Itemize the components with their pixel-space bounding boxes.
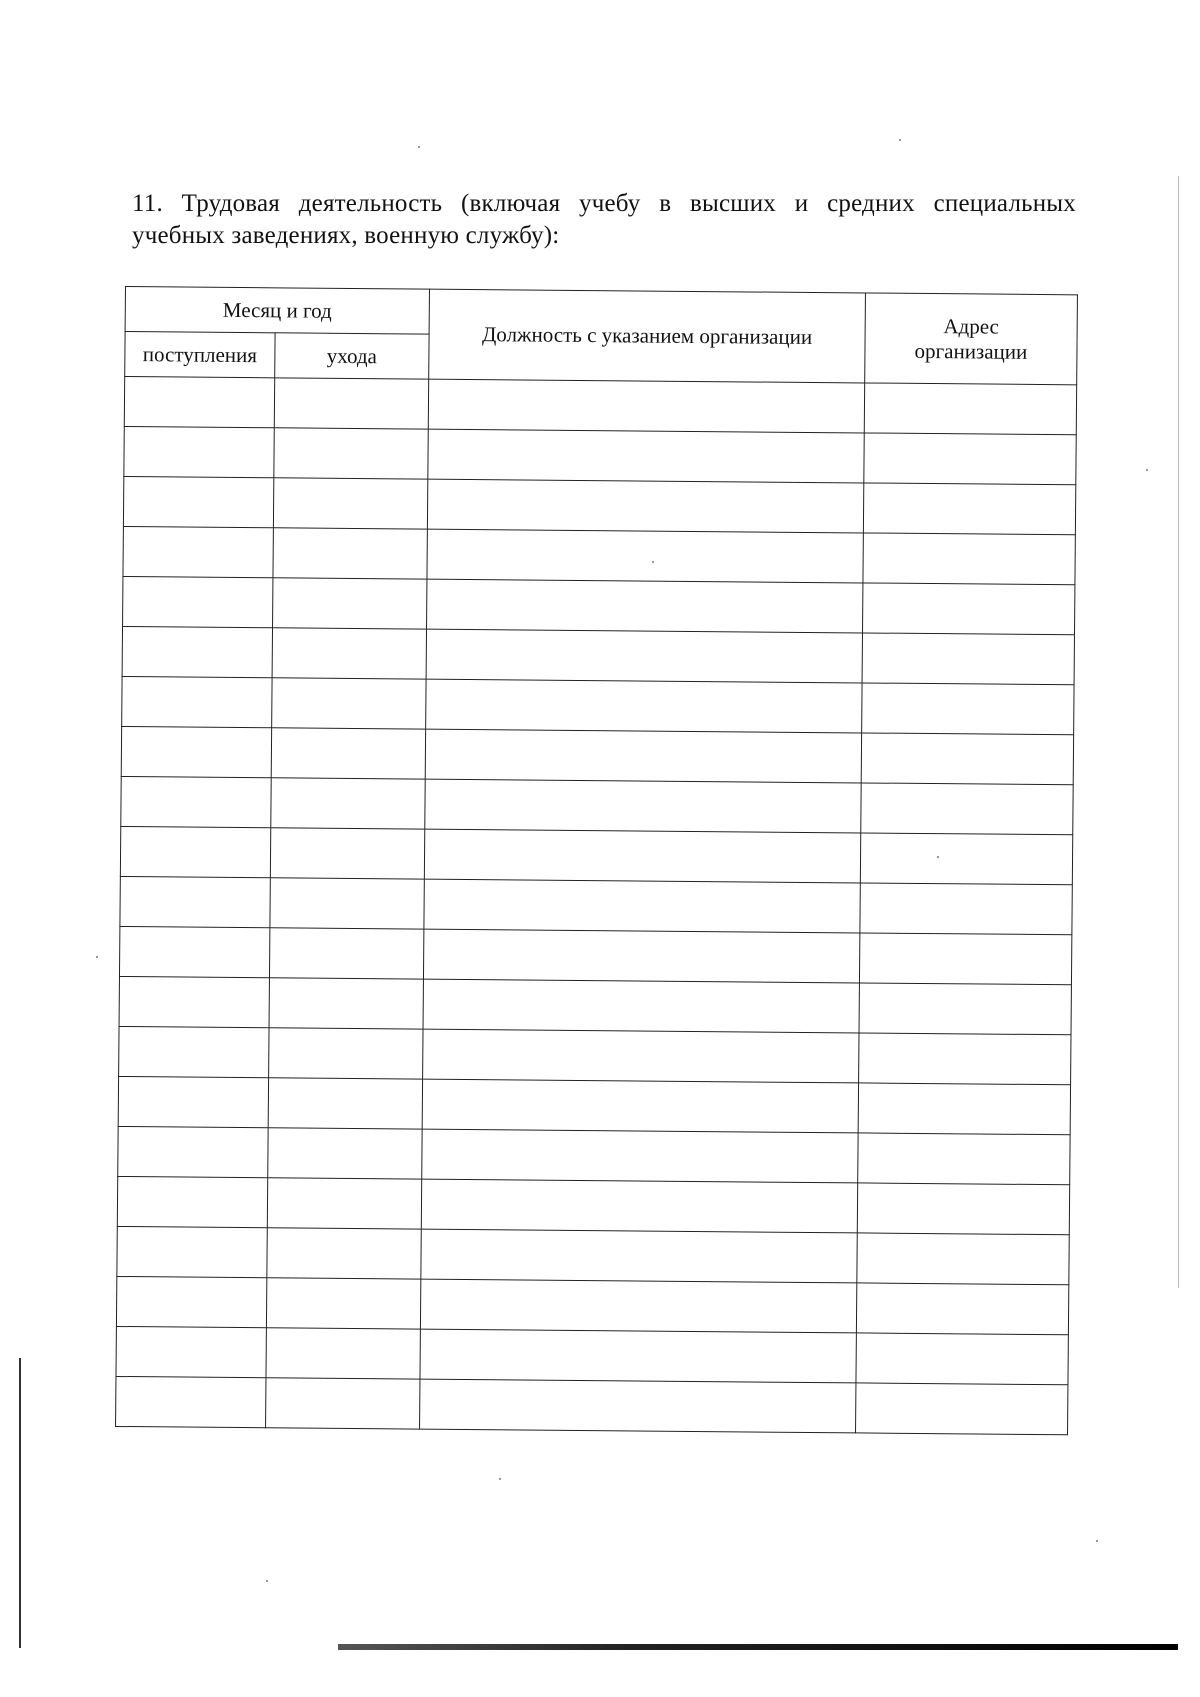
- table-row: [119, 976, 1071, 1034]
- address-cell: [861, 783, 1073, 835]
- position-cell: [427, 479, 863, 533]
- table-row: [120, 826, 1072, 884]
- position-header: Должность с указанием организации: [429, 289, 866, 383]
- position-cell: [421, 1229, 857, 1283]
- end-date-cell: [268, 1128, 422, 1179]
- position-cell: [428, 379, 864, 433]
- table-row: [116, 1376, 1068, 1434]
- start-date-cell: [120, 826, 270, 877]
- position-cell: [426, 679, 862, 733]
- table-row: [118, 1076, 1070, 1134]
- start-date-cell: [122, 626, 272, 677]
- address-cell: [863, 483, 1075, 535]
- end-date-cell: [274, 428, 428, 479]
- table-row: [117, 1176, 1069, 1234]
- address-header: Адрес организации: [865, 293, 1078, 385]
- scan-speck: [499, 1478, 501, 1480]
- end-date-cell: [271, 728, 425, 779]
- end-date-cell: [267, 1178, 421, 1229]
- section-heading: [132, 188, 1076, 252]
- table-row: [122, 626, 1074, 684]
- start-date-cell: [116, 1376, 266, 1427]
- table-row: [121, 776, 1073, 834]
- position-cell: [428, 429, 864, 483]
- scan-margin-line: [19, 1358, 21, 1648]
- end-date-cell: [271, 778, 425, 829]
- address-cell: [859, 933, 1071, 985]
- end-date-header: ухода: [275, 333, 429, 379]
- table-row: [119, 1026, 1071, 1084]
- address-cell: [860, 833, 1072, 885]
- scan-speck: [899, 139, 901, 141]
- position-cell: [420, 1379, 856, 1433]
- month-year-header: Месяц и год: [125, 287, 429, 335]
- table-row: [123, 576, 1075, 634]
- table-body: [116, 377, 1077, 1435]
- position-cell: [425, 729, 861, 783]
- end-date-cell: [269, 1028, 423, 1079]
- position-cell: [423, 929, 859, 983]
- section-heading-line-1: 11. Трудовая деятельность (включая учебу в высших и средних специальных: [132, 190, 1076, 217]
- start-date-cell: [119, 1026, 269, 1077]
- scan-speck: [937, 856, 939, 858]
- end-date-cell: [270, 828, 424, 879]
- address-cell: [863, 533, 1075, 585]
- start-date-cell: [117, 1176, 267, 1227]
- scan-speck: [1096, 1540, 1098, 1542]
- end-date-cell: [266, 1328, 420, 1379]
- address-cell: [857, 1233, 1069, 1285]
- position-cell: [424, 829, 860, 883]
- table-row: [116, 1326, 1068, 1384]
- start-date-cell: [120, 876, 270, 927]
- scan-bottom-edge: [338, 1644, 1178, 1650]
- start-date-cell: [119, 976, 269, 1027]
- start-date-cell: [123, 476, 273, 527]
- address-cell: [856, 1383, 1068, 1435]
- end-date-cell: [270, 878, 424, 929]
- end-date-cell: [274, 378, 428, 429]
- start-date-header: поступления: [125, 332, 275, 378]
- scan-speck: [418, 146, 420, 148]
- address-cell: [856, 1283, 1068, 1335]
- end-date-cell: [269, 978, 423, 1029]
- start-date-cell: [123, 526, 273, 577]
- table-row: [117, 1226, 1069, 1284]
- scan-speck: [1146, 469, 1148, 471]
- address-cell: [858, 1133, 1070, 1185]
- address-cell: [863, 583, 1075, 635]
- start-date-cell: [118, 1076, 268, 1127]
- table-row: [124, 377, 1076, 435]
- table-row: [121, 726, 1073, 784]
- end-date-cell: [272, 628, 426, 679]
- position-cell: [420, 1329, 856, 1383]
- scan-speck: [266, 1580, 268, 1582]
- start-date-cell: [124, 377, 274, 428]
- address-cell: [862, 633, 1074, 685]
- address-cell: [860, 883, 1072, 935]
- address-cell: [857, 1183, 1069, 1235]
- end-date-cell: [267, 1228, 421, 1279]
- table-row: [122, 676, 1074, 734]
- start-date-cell: [123, 576, 273, 627]
- position-cell: [423, 979, 859, 1033]
- table-row: [116, 1276, 1068, 1334]
- position-cell: [422, 1129, 858, 1183]
- start-date-cell: [116, 1326, 266, 1377]
- end-date-cell: [272, 678, 426, 729]
- end-date-cell: [273, 528, 427, 579]
- position-cell: [427, 529, 863, 583]
- start-date-cell: [122, 676, 272, 727]
- end-date-cell: [273, 478, 427, 529]
- address-cell: [864, 383, 1076, 435]
- address-cell: [859, 1033, 1071, 1085]
- start-date-cell: [118, 1126, 268, 1177]
- end-date-cell: [269, 928, 423, 979]
- scan-speck: [652, 561, 654, 563]
- end-date-cell: [266, 1278, 420, 1329]
- start-date-cell: [119, 926, 269, 977]
- table-row: [123, 476, 1075, 534]
- address-cell: [859, 983, 1071, 1035]
- start-date-cell: [116, 1276, 266, 1327]
- start-date-cell: [124, 426, 274, 477]
- position-cell: [423, 1029, 859, 1083]
- table-row: [118, 1126, 1070, 1184]
- section-heading-line-2: учебных заведениях, военную службу):: [132, 222, 560, 249]
- start-date-cell: [121, 776, 271, 827]
- position-cell: [422, 1079, 858, 1133]
- address-cell: [862, 683, 1074, 735]
- start-date-cell: [117, 1226, 267, 1277]
- position-cell: [426, 629, 862, 683]
- start-date-cell: [121, 726, 271, 777]
- position-cell: [421, 1179, 857, 1233]
- end-date-cell: [268, 1078, 422, 1129]
- table-row: [123, 526, 1075, 584]
- employment-history-table: [115, 286, 1078, 1435]
- scan-speck: [96, 956, 98, 958]
- address-cell: [858, 1083, 1070, 1135]
- position-cell: [420, 1279, 856, 1333]
- position-cell: [424, 879, 860, 933]
- table-row: [124, 426, 1076, 484]
- address-cell: [861, 733, 1073, 785]
- position-cell: [425, 779, 861, 833]
- address-cell: [864, 433, 1076, 485]
- end-date-cell: [266, 1378, 420, 1429]
- table-row: [120, 876, 1072, 934]
- table-row: [119, 926, 1071, 984]
- scan-margin-line-right: [1178, 176, 1179, 1288]
- end-date-cell: [273, 578, 427, 629]
- address-cell: [856, 1333, 1068, 1385]
- position-cell: [427, 579, 863, 633]
